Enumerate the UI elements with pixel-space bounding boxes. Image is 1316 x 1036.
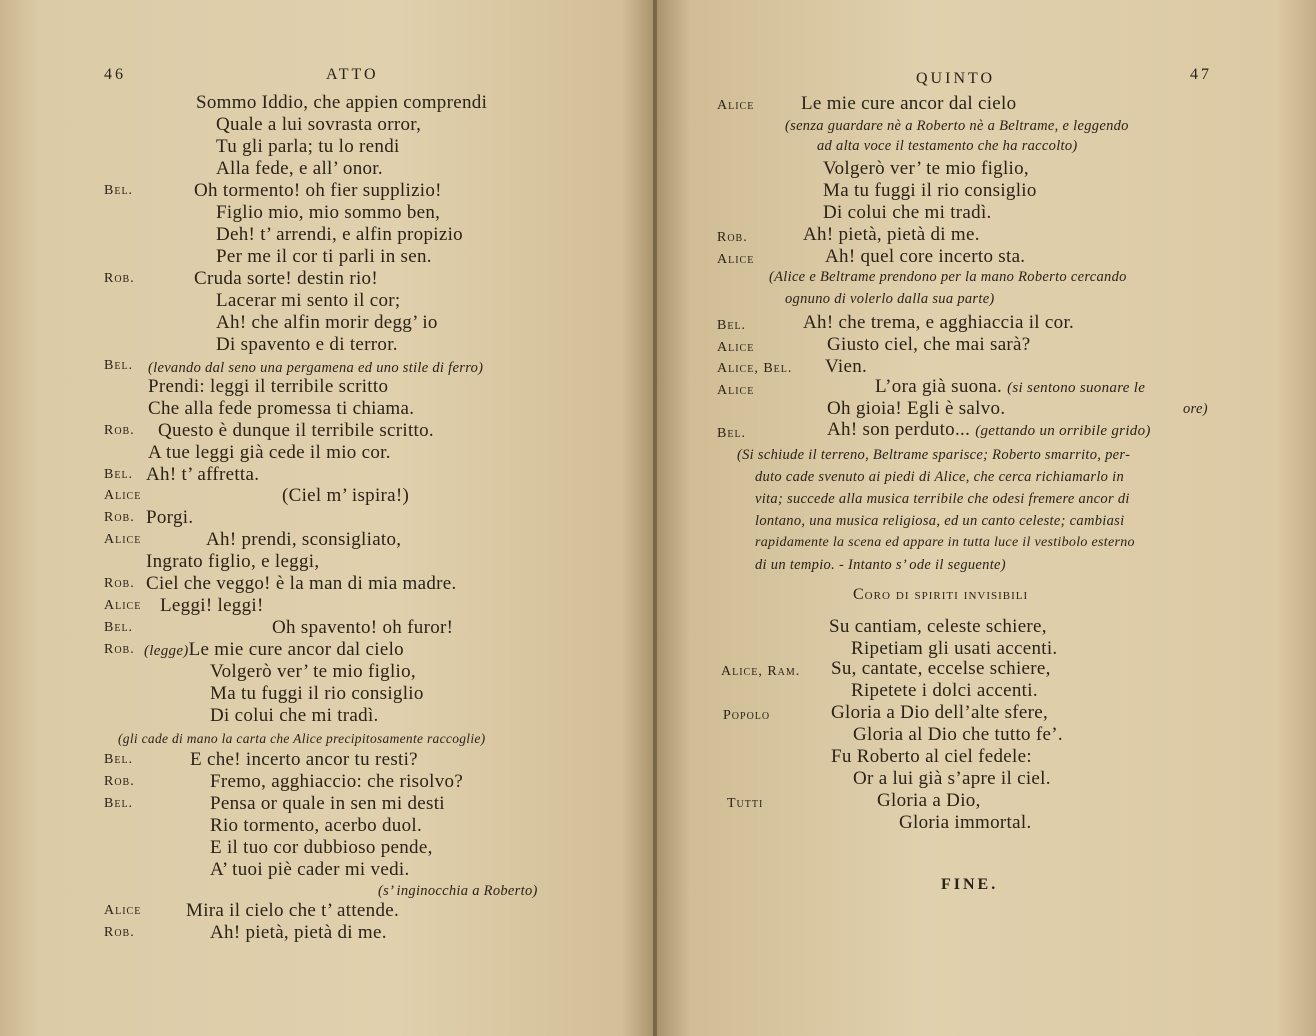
stage-direction: vita; succede alla musica terribile che odesi fremere ancor di — [755, 491, 1130, 507]
verse-line: Deh! t’ arrendi, e alfin propizio — [216, 224, 463, 245]
verse-line: Or a lui già s’apre il ciel. — [853, 768, 1051, 789]
stage-direction: (senza guardare nè a Roberto nè a Beltrame, e leggendo — [785, 118, 1129, 134]
verse-line: Lacerar mi sento il cor; — [216, 290, 401, 311]
verse-line: Ripetiam gli usati accenti. — [851, 638, 1058, 659]
speaker-label: Alice — [104, 903, 142, 918]
verse-line: Giusto ciel, che mai sarà? — [827, 334, 1031, 355]
stage-direction: (s’ inginocchia a Roberto) — [378, 883, 538, 899]
verse-line: Ripetete i dolci accenti. — [851, 680, 1038, 701]
verse-line: Fremo, agghiaccio: che risolvo? — [210, 771, 464, 792]
chorus-heading: Coro di spiriti invisibili — [853, 586, 1029, 603]
verse-line: Volgerò ver’ te mio figlio, — [210, 661, 416, 682]
left-page-number: 46 — [104, 66, 126, 83]
speaker-label: Popolo — [723, 708, 771, 723]
verse-line: Prendi: leggi il terribile scritto — [148, 376, 389, 397]
verse-line: Gloria immortal. — [899, 812, 1032, 833]
verse-line: Ah! che trema, e agghiaccia il cor. — [803, 312, 1075, 333]
stage-direction: ognuno di volerlo dalla sua parte) — [785, 291, 995, 307]
stage-direction: (levando dal seno una pergamena ed uno stile di ferro) — [148, 360, 484, 376]
speaker-label: Alice — [104, 488, 142, 503]
verse-line: Per me il cor ti parli in sen. — [216, 246, 432, 267]
speaker-label: Bel. — [717, 318, 747, 333]
speaker-label: Bel. — [104, 467, 134, 482]
right-page-number: 47 — [1190, 66, 1212, 83]
verse-line: Gloria al Dio che tutto fe’. — [853, 724, 1063, 745]
verse-line: Ah! quel core incerto sta. — [825, 246, 1026, 267]
stage-direction: rapidamente la scena ed appare in tutta luce il vestibolo esterno — [755, 535, 1135, 550]
verse-line: Rio tormento, acerbo duol. — [210, 815, 423, 836]
speaker-label: Rob. — [104, 271, 135, 286]
speaker-label: Rob. — [104, 925, 135, 940]
stage-direction: (si sentono suonare le — [1007, 380, 1146, 396]
verse-line — [827, 419, 1151, 442]
verse-line: Di spavento e di terror. — [216, 334, 398, 355]
verse-line: Questo è dunque il terribile scritto. — [158, 420, 434, 441]
verse-text: Le mie cure ancor dal cielo — [188, 639, 404, 660]
verse-line: Di colui che mi tradì. — [210, 705, 379, 726]
verse-line: Ah! pietà, pietà di me. — [210, 922, 387, 943]
verse-line: Ma tu fuggi il rio consiglio — [210, 683, 424, 704]
speaker-label: Rob. — [104, 510, 135, 525]
stage-direction: (Alice e Beltrame prendono per la mano Roberto cercando — [769, 269, 1127, 285]
verse-line: Mira il cielo che t’ attende. — [186, 900, 400, 921]
verse-line: E il tuo cor dubbioso pende, — [210, 837, 433, 858]
verse-line: Che alla fede promessa ti chiama. — [148, 398, 415, 419]
speaker-label: Alice — [717, 252, 755, 267]
stage-direction: (gli cade di mano la carta che Alice precipitosamente raccoglie) — [118, 731, 486, 746]
verse-line: Su, cantate, eccelse schiere, — [831, 658, 1051, 679]
speaker-label: Tutti — [727, 796, 764, 811]
verse-text: Ah! son perduto... — [827, 419, 971, 440]
stage-direction: duto cade svenuto ai piedi di Alice, che cerca richiamarlo in — [755, 469, 1125, 485]
verse-line: Ma tu fuggi il rio consiglio — [823, 180, 1037, 201]
speaker-label: Rob. — [717, 230, 748, 245]
verse-line: Ingrato figlio, e leggi, — [146, 551, 320, 572]
speaker-label: Alice, Bel. — [717, 361, 793, 376]
stage-direction: lontano, una musica religiosa, ed un canto celeste; cambiasi — [755, 513, 1125, 529]
verse-line: A tue leggi già cede il mio cor. — [148, 442, 391, 463]
speaker-label: Alice — [717, 383, 755, 398]
verse-line: Leggi! leggi! — [160, 595, 264, 616]
stage-direction: ore) — [1183, 401, 1208, 417]
verse-line: Oh gioia! Egli è salvo. — [827, 398, 1006, 419]
stage-direction: di un tempio. - Intanto s’ ode il seguente) — [755, 557, 1006, 573]
verse-line: Ciel che veggo! è la man di mia madre. — [146, 573, 457, 594]
verse-line: Figlio mio, mio sommo ben, — [216, 202, 441, 223]
verse-line: Di colui che mi tradì. — [823, 202, 992, 223]
verse-line: Su cantiam, celeste schiere, — [829, 616, 1047, 637]
verse-line — [144, 639, 404, 662]
left-running-head: ATTO — [326, 66, 379, 83]
verse-line: Le mie cure ancor dal cielo — [801, 93, 1017, 114]
verse-line: Alla fede, e all’ onor. — [216, 158, 383, 179]
left-page — [0, 0, 655, 1036]
verse-line: Ah! pietà, pietà di me. — [803, 224, 980, 245]
right-running-head: QUINTO — [916, 70, 996, 87]
verse-line: Ah! che alfin morir degg’ io — [216, 312, 438, 333]
verse-line: Tu gli parla; tu lo rendi — [216, 136, 400, 157]
speaker-label: Alice — [104, 598, 142, 613]
speaker-label: Bel. — [104, 620, 134, 635]
verse-line: Pensa or quale in sen mi desti — [210, 793, 445, 814]
stage-direction: ad alta voce il testamento che ha raccolto) — [817, 138, 1078, 154]
verse-line: Sommo Iddio, che appien comprendi — [196, 92, 488, 113]
verse-line: Vien. — [825, 356, 868, 377]
verse-line: Ah! prendi, sconsigliato, — [206, 529, 402, 550]
verse-line: Oh spavento! oh furor! — [272, 617, 454, 638]
verse-line: Fu Roberto al ciel fedele: — [831, 746, 1032, 767]
verse-line: Gloria a Dio dell’alte sfere, — [831, 702, 1049, 723]
right-page — [657, 0, 1316, 1036]
verse-line: Quale a lui sovrasta orror, — [216, 114, 422, 135]
speaker-label: Bel. — [104, 358, 134, 373]
end-marker: FINE. — [941, 876, 999, 893]
speaker-label: Alice — [717, 98, 755, 113]
speaker-label: Bel. — [104, 752, 134, 767]
stage-direction: (legge) — [144, 643, 189, 659]
speaker-label: Bel. — [104, 183, 134, 198]
speaker-label: Rob. — [104, 576, 135, 591]
speaker-label: Alice, Ram. — [721, 664, 801, 679]
verse-line: Oh tormento! oh fier supplizio! — [194, 180, 442, 201]
verse-line: Porgi. — [146, 507, 194, 528]
speaker-label: Rob. — [104, 774, 135, 789]
verse-line: Ah! t’ affretta. — [146, 464, 260, 485]
speaker-label: Bel. — [717, 426, 747, 441]
verse-line: E che! incerto ancor tu resti? — [190, 749, 418, 770]
verse-line: (Ciel m’ ispira!) — [282, 485, 410, 506]
speaker-label: Bel. — [104, 796, 134, 811]
speaker-label: Rob. — [104, 423, 135, 438]
stage-direction: (Si schiude il terreno, Beltrame sparisce; Roberto smarrito, per- — [737, 447, 1131, 463]
verse-line: Volgerò ver’ te mio figlio, — [823, 158, 1029, 179]
verse-line: A’ tuoi piè cader mi vedi. — [210, 859, 410, 880]
speaker-label: Rob. — [104, 642, 135, 657]
verse-line: Cruda sorte! destin rio! — [194, 268, 378, 289]
verse-line: Gloria a Dio, — [877, 790, 981, 811]
speaker-label: Alice — [104, 532, 142, 547]
stage-direction: (gettando un orribile grido) — [975, 423, 1151, 439]
verse-line — [875, 376, 1145, 399]
speaker-label: Alice — [717, 340, 755, 355]
verse-text: L’ora già suona. — [875, 376, 1003, 397]
